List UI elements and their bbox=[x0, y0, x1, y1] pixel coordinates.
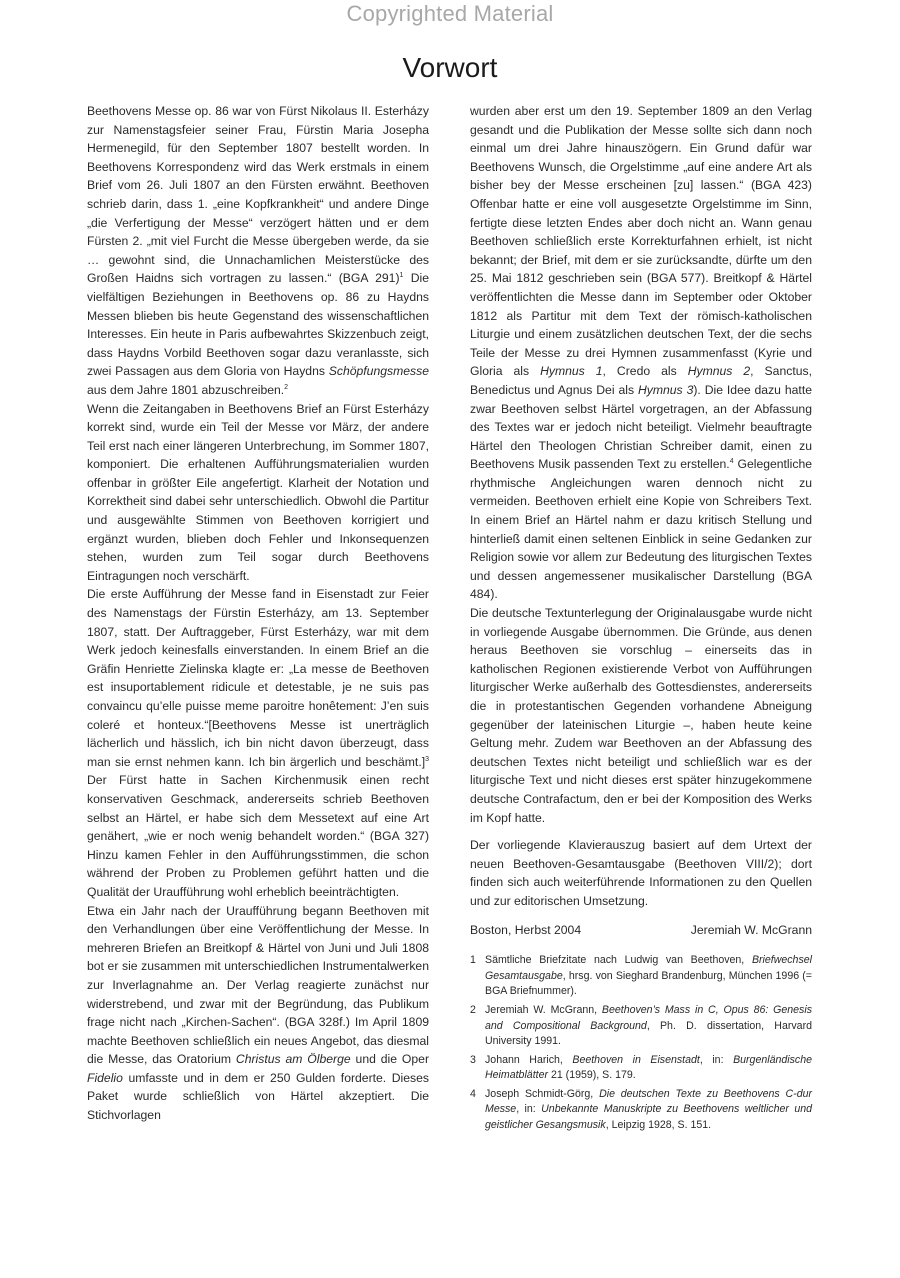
paragraph-7: Der vorliegende Klavierauszug basiert auf dem Urtext der neuen Beethoven-Gesamtausgabe (Beethoven VIII/2); dort finden sich auch weiterführende Informationen zu den Quellen und zur editorischen Umsetzung. bbox=[470, 838, 812, 908]
footnote-text bbox=[485, 1003, 812, 1050]
text: Beethovens Messe op. 86 war von Fürst Nikolaus II. Esterházy zur Namenstagsfeier seiner Frau, Fürstin Maria Josepha Hermenegild, für den September 1807 bestellt worden. In Beethovens Korrespondenz wird das Werk erstmals in einem Brief vom 26. Juli 1807 an den Fürsten erwähnt. Beethoven schrieb darin, dass 1. „eine Kopfkrankheit“ und andere Dinge „die Verfertigung der Messe“ verzögert hätten und er dem Fürsten 2. „mit viel Furcht die Messe übergeben werde, da sie … gewohnt sind, die Unnachamlichen Meisterstücke des Großen Haidns sich vortragen zu lassen.“ (BGA 291) bbox=[87, 104, 429, 286]
text: , Credo als bbox=[602, 364, 688, 379]
source-title: Die deutschen Texte zu Beethovens C-dur Messe bbox=[485, 1087, 813, 1116]
source-title: Burgenländische Heimatblätter bbox=[485, 1053, 812, 1082]
signature-line bbox=[470, 921, 812, 940]
place-date: Boston, Herbst 2004 bbox=[470, 922, 582, 937]
source-title: Beethoven’s Mass in C, Opus 86: Genesis and Compositional Background bbox=[485, 1003, 813, 1032]
footnote-number: 3 bbox=[470, 1053, 476, 1066]
text: Der Fürst hatte in Sachen Kirchenmusik einen recht konservativen Geschmack, andererseits schrieb Beethoven selbst an Härtel, er habe sich dem Messetext auf eine Art genähert, „wie er noch wenig behandelt worden.“ (BGA 327) Hinzu kamen Fehler in den Aufführungsstimmen, die schon während der Proben zu Problemen geführt hatten und die Qualität der Uraufführung wohl erheblich beeinträchtigten. bbox=[87, 773, 429, 899]
text: , Leipzig 1928, S. 151. bbox=[605, 1119, 712, 1132]
text: , in: bbox=[516, 1103, 542, 1116]
footnote-ref-1: 1 bbox=[399, 272, 404, 280]
source-title: Beethoven in Eisenstadt bbox=[572, 1053, 700, 1066]
work-title: am Ölberge bbox=[280, 1052, 351, 1067]
footnote-number: 4 bbox=[470, 1087, 476, 1100]
text: umfasste und in dem er 250 Gulden forderte. Dieses Paket wurde schließlich von Härtel akzeptiert. Die Stichvorlagen bbox=[87, 1070, 429, 1123]
source-title: Briefwechsel Gesamtausgabe bbox=[485, 954, 812, 982]
footnote-text bbox=[485, 1087, 812, 1134]
left-column bbox=[87, 102, 429, 1125]
footnote bbox=[470, 1053, 812, 1084]
text: Die vielfältigen Beziehungen in Beethovens op. 86 zu Haydns Messen blieben bis heute Gegenstand des wissenschaftlichen Interesses. Ein heute in Paris aufbewahrtes Skizzenbuch zeigt, dass Haydns Vorbild Beethoven sogar dazu veranlasste, sich zwei Passagen aus dem Gloria von Haydns bbox=[87, 271, 429, 379]
author-name: Jeremiah W. McGrann bbox=[690, 922, 812, 937]
text: aus dem Jahre 1801 abzuschreiben. bbox=[87, 382, 285, 397]
paragraph-6: Die deutsche Textunterlegung der Originalausgabe wurde nicht in vorliegende Ausgabe übernommen. Die Gründe, aus denen heraus Beethoven sie vorschlug – einerseits das in katholischen Regionen existierende Verbot von Aufführungen liturgischer Werke außerhalb des Gottesdienstes, andererseits die in protestantischen Gegenden vorhandene Abneigung gegenüber der lateinischen Liturgie –, haben heute keine Geltung mehr. Zudem war Beethoven an der Abfassung des deutschen Textes nicht beteiligt und schließlich war es der liturgische Text und nicht dieses erst später hinzugekommene deutsche Contrafactum, den er bei der Komposition des Werks im Kopf hatte. bbox=[470, 606, 812, 825]
text: , Sanctus, Benedictus und Agnus Dei als bbox=[470, 364, 812, 397]
text: Die erste Aufführung der Messe fand in Eisenstadt zur Feier des Namenstags der Fürstin Esterházy, am 13. September 1807, statt. Der Auftraggeber, Fürst Esterházy, war mit dem Werk jedoch keinesfalls einverstanden. In einem Brief an die Gräfin Henriette Zielinska klagte er: „La messe de Beethoven est insuportablement ridicule et detestable, je ne suis pas convaincu qu’elle puisse meme paroitre honêtement: J’en suis coleré et honteux.“[Beethovens Messe ist unerträglich lächerlich und hässlich, ich bin nicht davon überzeugt, dass man sie ernst nehmen kann. Ich bin ärgerlich und beschämt.] bbox=[87, 587, 429, 769]
footnotes bbox=[470, 953, 812, 1134]
work-title: Schöpfungsmesse bbox=[328, 364, 429, 379]
paragraph-2: Wenn die Zeitangaben in Beethovens Brief an Fürst Esterházy korrekt sind, wurde ein Teil der Messe vor März, der andere Teil erst nach einer längeren Unterbrechung, im Sommer 1807, komponiert. Die erhaltenen Aufführungsmaterialien wurden offenbar in größter Eile angefertigt. Klarheit der Notation und Korrektheit sind dabei sehr unterschiedlich. Obwohl die Partitur und ausgewählte Stimmen von Beethoven korrigiert und ergänzt wurden, blieben doch Fehler und Inkonsequenzen stehen, wurden zum Teil sogar durch Beethovens Eintragungen noch verschärft. bbox=[87, 401, 429, 583]
footnote-text bbox=[485, 1053, 812, 1084]
text: , hrsg. von Sieghard Brandenburg, München 1996 (= BGA Briefnummer). bbox=[485, 969, 812, 998]
right-column bbox=[470, 102, 812, 1137]
page-title: Vorwort bbox=[402, 52, 498, 83]
hymn-title: Hymnus 3 bbox=[637, 382, 694, 397]
footnote bbox=[470, 1003, 812, 1050]
footnote-ref-3: 3 bbox=[425, 755, 429, 763]
hymn-title: Hymnus 1 bbox=[540, 364, 603, 379]
text: und die Oper bbox=[350, 1052, 430, 1067]
text: Joseph Schmidt-Görg, bbox=[485, 1087, 600, 1100]
paragraph-5 bbox=[470, 102, 812, 604]
footnote-ref-2: 2 bbox=[284, 383, 289, 391]
work-title: Fidelio bbox=[87, 1070, 123, 1085]
text: ). Die Idee dazu hatte zwar Beethoven selbst Härtel vorgetragen, an der Abfassung des Textes war er jedoch nicht beteiligt. Vielmehr beauftragte Härtel den Theologen Christian Schreiber damit, einen zu Beethovens Musik passenden Text zu erstellen. bbox=[470, 382, 812, 472]
copyright-watermark: Copyrighted Material bbox=[346, 1, 554, 26]
footnote-text bbox=[485, 953, 812, 1000]
footnote-number: 2 bbox=[470, 1003, 476, 1016]
text: Etwa ein Jahr nach der Uraufführung begann Beethoven mit den Verhandlungen über eine Veröffentlichung der Messe. In mehreren Briefen an Breitkopf & Härtel von Juni und Juli 1808 bot er sie zusammen mit unterschiedlichen Instrumentalwerken zur Inverlagnahme an. Der Verlag reagierte zunächst nur widerstrebend, und zwar mit der Begründung, das Publikum frage nicht nach „Kirchen-Sachen“. (BGA 328f.) Im April 1809 machte Beethoven schließlich ein neues Angebot, das diesmal die Messe, das Oratorium bbox=[87, 903, 429, 1067]
text: Johann Harich, bbox=[485, 1053, 573, 1066]
text: wurden aber erst um den 19. September 1809 an den Verlag gesandt und die Publikation der Messe sollte sich dann noch einmal um drei Jahre hinauszögern. Ein Grund dafür war Beethovens Wunsch, die Orgelstimme „auf eine andere Art als bisher bey der Messe erscheinen [zu] lassen.“ (BGA 423) Offenbar hatte er eine voll ausgesetzte Orgelstimme im Sinn, fertigte diese letzten Endes aber doch nicht an. Wann genau Beethoven schließlich erste Korrekturfahnen erhielt, ist nicht bekannt; der Brief, mit dem er sie zurücksandte, dürfte um den 25. Mai 1812 geschrieben sein (BGA 577). Breitkopf & Härtel veröffentlichten die Messe dann im September oder Oktober 1812 als Partitur mit dem Text der römisch-katholischen Liturgie und einem zusätzlichen deutschen Text, der die sechs Teile der Messe zu drei Hymnen zusammenfasst (Kyrie und Gloria als bbox=[470, 104, 812, 379]
paragraph-1 bbox=[87, 102, 429, 400]
hymn-title: Hymnus 2 bbox=[687, 364, 751, 379]
text: Jeremiah W. McGrann, bbox=[485, 1003, 602, 1016]
text: , Ph. D. dissertation, Harvard University 1991. bbox=[485, 1019, 812, 1048]
footnote bbox=[470, 1087, 812, 1134]
text: 21 (1959), S. 179. bbox=[548, 1069, 636, 1082]
paragraph-3 bbox=[87, 585, 429, 901]
text: Gelegentliche rhythmische Angleichungen waren dennoch nicht zu vermeiden. Beethoven erhielt eine Kopie von Schreibers Text. In einem Brief an Härtel nahm er dazu kritisch Stellung und hinterließ damit einen seltenen Einblick in seine Gedanken zur Religion sowie vor allem zur Bedeutung des liturgischen Textes und dessen angemessener musikalischer Darstellung (BGA 484). bbox=[470, 457, 813, 602]
text: , in: bbox=[699, 1053, 734, 1066]
work-title: Christus bbox=[235, 1052, 281, 1067]
source-title: Unbekannte Manuskripte zu Beethovens weltlicher und geistlicher Gesangsmusik bbox=[485, 1103, 812, 1132]
footnote-ref-4: 4 bbox=[729, 458, 734, 466]
footnote bbox=[470, 953, 812, 1000]
text: Sämtliche Briefzitate nach Ludwig van Beethoven, bbox=[485, 954, 752, 967]
footnote-number: 1 bbox=[470, 954, 476, 967]
paragraph-4 bbox=[87, 902, 429, 1125]
